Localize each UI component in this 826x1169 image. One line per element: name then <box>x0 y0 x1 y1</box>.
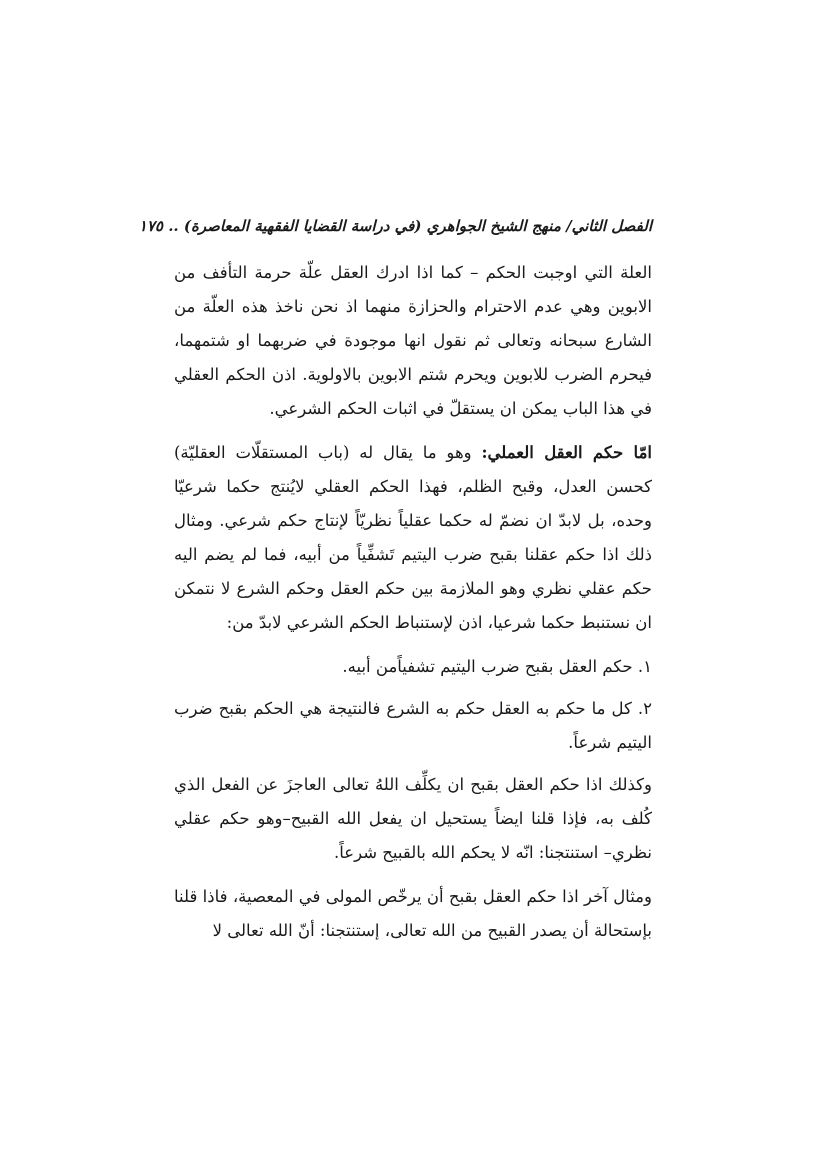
paragraph: ومثال آخر اذا حكم العقل بقبح أن يرخّص المولى في المعصية، فاذا قلنا بإستحالة أن يصدر القبيح من الله تعالى، إستنتجنا: أنّ الله تعالى لا <box>174 887 652 940</box>
running-header: الفصل الثاني/ منهج الشيخ الجواهري (في دراسة القضايا الفقهية المعاصرة) .. ١٧٥ <box>138 217 652 235</box>
paragraph: وكذلك اذا حكم العقل بقبح ان يكلِّف اللهُ تعالى العاجزَ عن الفعل الذي كُلف به، فإذا قلنا ايضاً يستحيل ان يفعل الله القبيح–وهو حكم عقلي نظري– استنتجنا: انّه لا يحكم الله بالقبيح شرعاً. <box>174 775 652 862</box>
numbered-item-2: ٢. كل ما حكم به العقل حكم به الشرع فالنتيجة هي الحكم بقبح ضرب اليتيم شرعاً. <box>174 699 652 752</box>
body-text <box>174 256 652 958</box>
numbered-item-1: ١. حكم العقل بقبح ضرب اليتيم تشفياًمن أبيه. <box>342 657 652 676</box>
section-lead-in: امّا حكم العقل العملي: <box>481 443 652 462</box>
paragraph-practical-reason <box>174 436 652 640</box>
paragraph: العلة التي اوجبت الحكم – كما اذا ادرك العقل علّة حرمة التأفف من الابوين وهي عدم الاحترام والحزازة منهما اذ نحن ناخذ هذه العلّة من الشارع سبحانه وتعالى ثم نقول انها موجودة في ضربهما او شتمهما، فيحرم الضرب للابوين ويحرم شتم الابوين بالاولوية. اذن الحكم العقلي في هذا الباب يمكن ان يستقلّ في اثبات الحكم الشرعي. <box>174 263 652 418</box>
paragraph-text: وهو ما يقال له (باب المستقلّات العقليّة) كحسن العدل، وقبح الظلم، فهذا الحكم العقلي لايُنتج حكما شرعيّا وحده، بل لابدّ ان نضمّ له حكما عقلياً نظريّاً لإنتاج حكم شرعي. ومثال ذلك اذا حكم عقلنا بقبح ضرب اليتيم تَشفِّياً من أبيه، فما لم يضم اليه حكم عقلي نظري وهو الملازمة بين حكم العقل وحكم الشرع لا نتمكن ان نستنبط حكما شرعيا، اذن لإستنباط الحكم الشرعي لابدّ من: <box>174 443 652 632</box>
